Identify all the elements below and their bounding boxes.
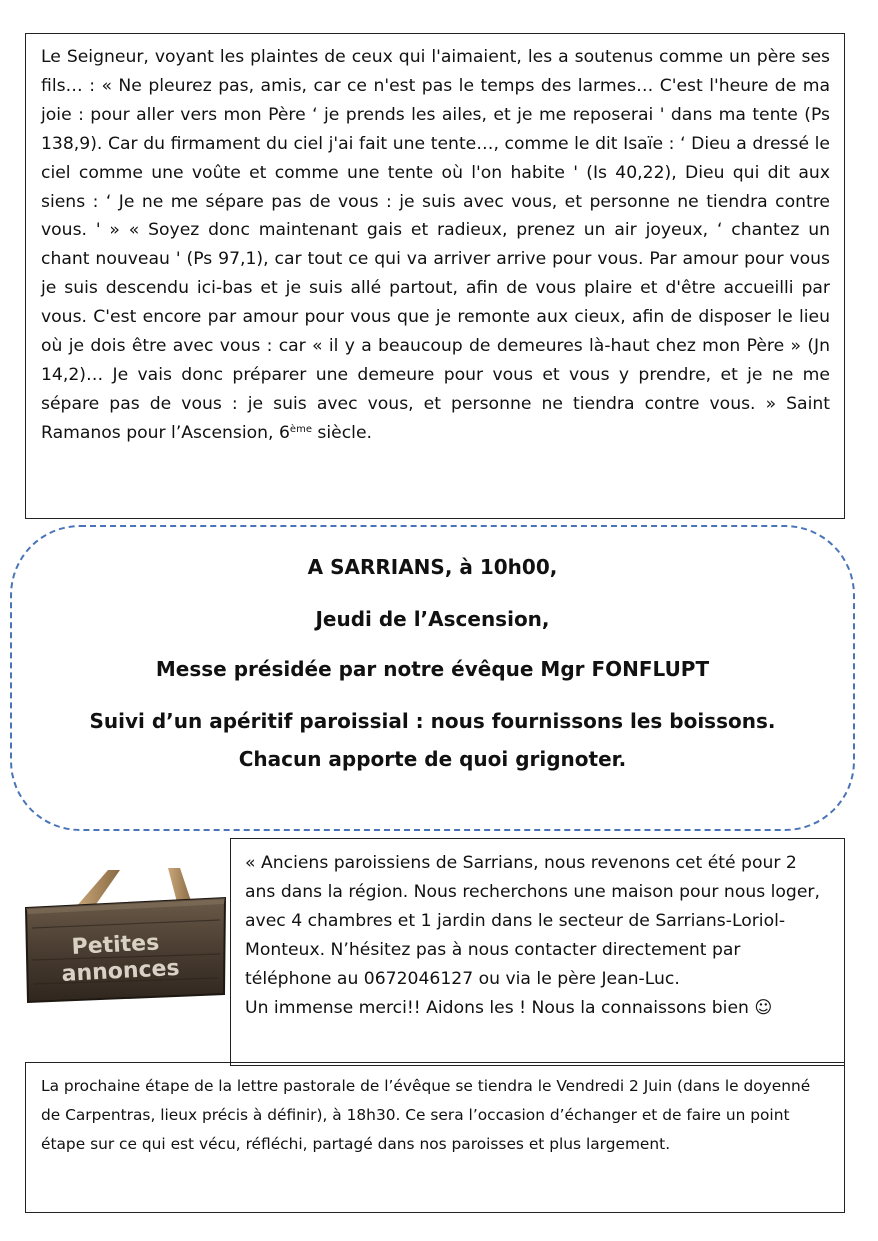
- petites-annonces-sign-icon: [20, 868, 230, 1018]
- pastoral-box: [25, 1062, 845, 1213]
- announcement-line-snacks: Chacun apporte de quoi grignoter.: [238, 747, 627, 771]
- quote-body: Le Seigneur, voyant les plaintes de ceux qui l'aimaient, les a soutenus comme un père ses fils… : « Ne pleurez pas, amis, car ce n'est pas le temps des larmes… C'est l'heure de ma joie : pour aller vers mon Père ‘ je prends les ailes, et je me reposerai ' dans ma tente (Ps 138,9). Car du firmament du ciel j'ai fait une tente…, comme le dit Isaïe : ‘ Dieu a dressé le ciel comme une voûte et comme une tente où l'on habite ' (Is 40,22), Dieu qui dit aux siens : ‘ Je ne me sépare pas de vous : je suis avec vous, et personne ne tiendra contre vous. ' » « Soyez donc maintenant gais et radieux, prenez un air joyeux, ‘ chantez un chant nouveau ' (Ps 97,1), car tout ce qui va arriver arrive pour vous. Par amour pour vous je suis descendu ici-bas et je suis allé partout, afin de vous plaire et d'être accueilli par vous. C'est encore par amour pour vous que je remonte aux cieux, afin de disposer le lieu où je dois être avec vous : car « il y a beaucoup de demeures là-haut chez mon Père » (Jn 14,2)… Je vais donc préparer une demeure pour vous et vous y prendre, et je ne me sépare pas de vous : je suis avec vous, et personne ne tiendra contre vous. » Saint Ramanos pour l’Ascension, 6: [41, 47, 830, 443]
- announcement-line-place-time: A SARRIANS, à 10h00,: [307, 555, 558, 579]
- announcement-line-day: Jeudi de l’Ascension,: [315, 607, 550, 631]
- announcement-line-aperitif: Suivi d’un apéritif paroissial : nous fournissons les boissons.: [89, 709, 776, 733]
- ad-body: « Anciens paroissiens de Sarrians, nous revenons cet été pour 2 ans dans la région. Nous recherchons une maison pour nous loger, avec 4 chambres et 1 jardin dans le secteur de Sarrians-Loriol-Monteux. N’hésitez pas à nous contacter directement par téléphone au 0672046127 ou via le père Jean-Luc.: [245, 853, 820, 989]
- pastoral-text: La prochaine étape de la lettre pastorale de l’évêque se tiendra le Vendredi 2 Juin (dans le doyenné de Carpentras, lieux précis à définir), à 18h30. Ce sera l’occasion d’échanger et de faire un point étape sur ce qui est vécu, réfléchi, partagé dans nos paroisses et plus largement.: [41, 1077, 811, 1153]
- sign-text-line1: Petites: [71, 930, 160, 960]
- announcement-line-mass: Messe présidée par notre évêque Mgr FONFLUPT: [155, 657, 710, 681]
- quote-superscript: ème: [289, 423, 312, 435]
- quote-ending: siècle.: [311, 422, 372, 443]
- ad-box: [230, 838, 845, 1066]
- ad-closing: Un immense merci!! Aidons les ! Nous la connaissons bien ☺: [245, 998, 773, 1018]
- announcement-box: [10, 525, 855, 831]
- sign-text-line2: annonces: [61, 955, 181, 987]
- ad-text: [245, 849, 830, 1023]
- quote-box: [25, 33, 845, 519]
- quote-text: [41, 43, 830, 448]
